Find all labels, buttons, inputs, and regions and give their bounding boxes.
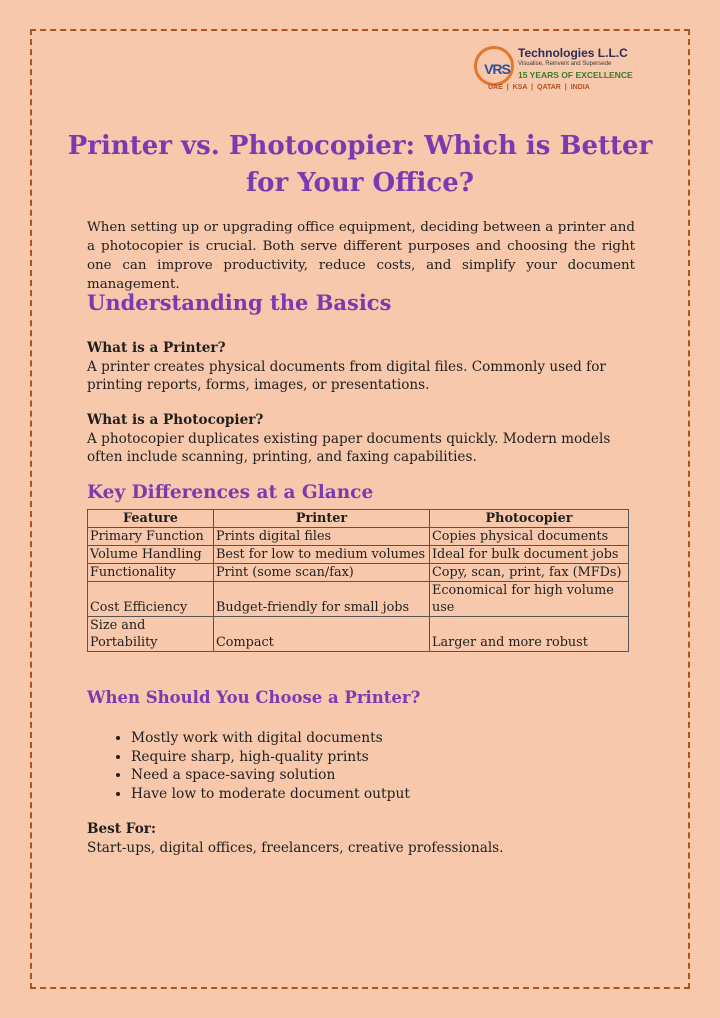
- table-row: [88, 546, 629, 564]
- table-cell: Print (some scan/fax): [214, 564, 430, 582]
- best-for-label: Best For:: [87, 821, 156, 837]
- table-row: [88, 528, 629, 546]
- column-header: Feature: [88, 510, 214, 528]
- table-cell: Copy, scan, print, fax (MFDs): [430, 564, 629, 582]
- table-header-row: [88, 510, 629, 528]
- list-item: • Need a space-saving solution: [131, 766, 410, 785]
- printer-definition: [87, 339, 647, 395]
- table-cell: Compact: [214, 617, 430, 652]
- logo-excellence: 15 YEARS OF EXCELLENCE: [518, 70, 633, 80]
- logo-tagline: Visualise, Reinvent and Supersede: [518, 61, 612, 67]
- table-cell: Budget-friendly for small jobs: [214, 582, 430, 617]
- table-cell: Size and Portability: [88, 617, 214, 652]
- printer-answer: A printer creates physical documents from digital files. Commonly used for printing reports, forms, images, or presentations.: [87, 358, 606, 393]
- table-cell: Copies physical documents: [430, 528, 629, 546]
- list-item: • Have low to moderate document output: [131, 785, 410, 804]
- logo-regions: UAE | KSA | QATAR | INDIA: [488, 84, 590, 91]
- when-printer-heading: When Should You Choose a Printer?: [87, 688, 421, 707]
- table-cell: Economical for high volume use: [430, 582, 629, 617]
- printer-reasons-list: [105, 729, 410, 803]
- table-cell: Cost Efficiency: [88, 582, 214, 617]
- table-cell: Best for low to medium volumes: [214, 546, 430, 564]
- photocopier-definition: [87, 411, 647, 467]
- table-cell: Larger and more robust: [430, 617, 629, 652]
- photocopier-question: What is a Photocopier?: [87, 412, 264, 428]
- company-logo: [472, 42, 642, 94]
- page-title: Printer vs. Photocopier: Which is Better for Your Office?: [67, 131, 653, 198]
- logo-badge-icon: [474, 46, 514, 86]
- table-cell: Primary Function: [88, 528, 214, 546]
- printer-question: What is a Printer?: [87, 340, 226, 356]
- table-row: [88, 617, 629, 652]
- table-cell: Prints digital files: [214, 528, 430, 546]
- photocopier-answer: A photocopier duplicates existing paper documents quickly. Modern models often include scanning, printing, and faxing capabilities.: [87, 430, 611, 465]
- best-for-block: [87, 820, 647, 857]
- column-header: Printer: [214, 510, 430, 528]
- logo-company-name: Technologies L.L.C: [518, 46, 628, 60]
- basics-heading: Understanding the Basics: [87, 290, 392, 315]
- table-cell: Ideal for bulk document jobs: [430, 546, 629, 564]
- logo-badge-text: VRS: [484, 61, 510, 77]
- table-row: [88, 582, 629, 617]
- column-header: Photocopier: [430, 510, 629, 528]
- table-cell: Volume Handling: [88, 546, 214, 564]
- key-differences-heading: Key Differences at a Glance: [87, 482, 374, 503]
- table-row: [88, 564, 629, 582]
- table-cell: Functionality: [88, 564, 214, 582]
- intro-paragraph: When setting up or upgrading office equipment, deciding between a printer and a photocopier is crucial. Both serve different purposes and choosing the right one can improve productivity, reduce costs, and simplify your document management.: [87, 220, 635, 292]
- list-item: • Mostly work with digital documents: [131, 729, 410, 748]
- comparison-table: [87, 509, 629, 652]
- best-for-text: Start-ups, digital offices, freelancers, creative professionals.: [87, 839, 504, 856]
- list-item: • Require sharp, high-quality prints: [131, 748, 410, 767]
